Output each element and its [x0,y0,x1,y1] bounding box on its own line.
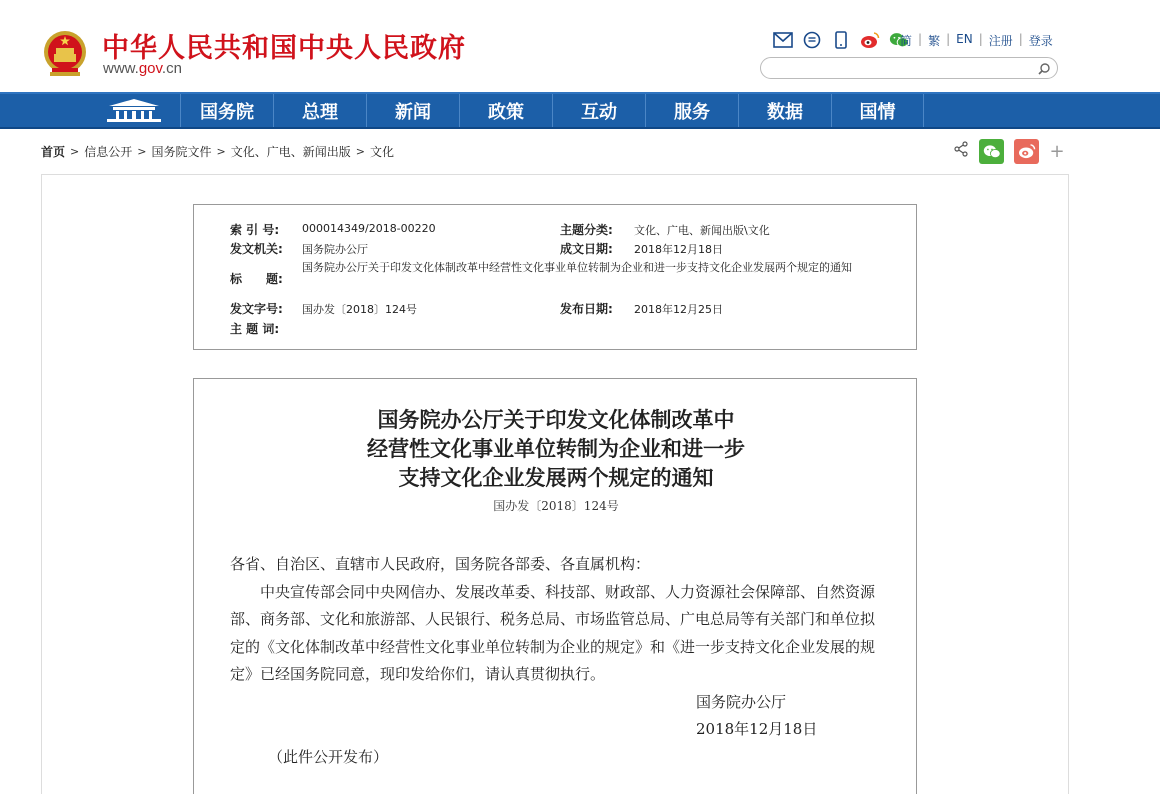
salutation: 各省、自治区、直辖市人民政府，国务院各部委、各直属机构： [230,555,651,573]
document-text [230,551,884,771]
nav-items [180,94,924,127]
link-login[interactable]: 登录 [1028,34,1053,48]
domain-prefix: www. [103,60,139,77]
share-more-icon[interactable]: + [1049,140,1065,162]
divider: | [946,32,951,46]
document-number: 国办发〔2018〕124号 [493,499,619,513]
chevron-right-icon: > [137,145,147,158]
document-title-line: 经营性文化事业单位转制为企业和进一步 [367,436,745,461]
link-register[interactable]: 注册 [988,34,1013,48]
breadcrumb-home[interactable]: 首页 [41,145,66,159]
national-emblem-icon[interactable] [42,28,88,78]
breadcrumb [41,143,394,160]
nav-item-data[interactable]: 数据 [738,94,831,127]
signature-date: 2018年12月18日 [696,720,818,738]
title-label: 标 题: [230,272,283,286]
site-title[interactable]: 中华人民共和国中央人民政府 [102,33,466,64]
nav-item-policy[interactable]: 政策 [459,94,552,127]
publish-date-label: 发布日期: [560,302,613,316]
category-label: 主题分类: [560,223,613,237]
chevron-right-icon: > [216,145,226,158]
document-title-line: 支持文化企业发展两个规定的通知 [398,465,714,490]
weibo-icon[interactable] [860,30,880,50]
category-value: 文化、广电、新闻出版\文化 [634,224,770,237]
site-header [0,0,1160,92]
share-weibo-icon[interactable] [1014,139,1039,164]
link-simplified[interactable]: 简 [900,34,913,48]
search-box [760,57,1058,79]
keywords-label: 主 题 词: [230,322,280,336]
share-wechat-icon[interactable] [979,139,1004,164]
breadcrumb-info-disclosure[interactable]: 信息公开 [84,145,133,159]
link-english[interactable]: EN [956,32,973,46]
document-title-line: 国务院办公厅关于印发文化体制改革中 [377,407,735,432]
signature: 国务院办公厅 [696,692,787,711]
top-icon-bar [773,30,909,50]
title-value: 国务院办公厅关于印发文化体制改革中经营性文化事业单位转制为企业和进一步支持文化企业发展两个规定的通知 [302,261,852,274]
nav-item-state-council[interactable]: 国务院 [180,94,273,127]
share-bar [953,138,1065,164]
message-icon[interactable] [802,30,822,50]
nav-item-national-info[interactable]: 国情 [831,94,924,127]
breadcrumb-culture[interactable]: 文化 [369,145,394,159]
index-value: 000014349/2018-00220 [302,222,436,235]
divider: | [978,32,983,46]
nav-item-services[interactable]: 服务 [645,94,738,127]
main-nav [0,92,1160,129]
divider: | [1018,32,1023,46]
search-icon[interactable] [1037,61,1051,75]
site-domain [103,60,182,77]
date-created-value: 2018年12月18日 [634,243,723,256]
date-created-label: 成文日期: [560,242,613,256]
publish-date-value: 2018年12月25日 [634,303,723,316]
body-paragraph: 中央宣传部会同中央网信办、发展改革委、科技部、财政部、人力资源社会保障部、自然资源部、商务部、文化和旅游部、人民银行、税务总局、市场监管总局、广电总局等有关部门和单位拟定的《文化体制改革中经营性文化事业单位转制为企业的规定》和《进一步支持文化企业发展的规定》已经国务院同意，现印发给你们，请认真贯彻执行。 [230,582,876,683]
search-input[interactable] [771,59,1041,79]
publication-note: （此件公开发布） [268,747,389,766]
issuer-value: 国务院办公厅 [302,243,368,256]
nav-item-news[interactable]: 新闻 [366,94,459,127]
issuer-label: 发文机关: [230,242,283,256]
language-links [900,32,1053,49]
doc-number-label: 发文字号: [230,302,283,316]
mail-icon[interactable] [773,30,793,50]
domain-highlight: gov [138,60,162,77]
domain-suffix: .cn [161,60,182,77]
document-body-frame [193,378,917,794]
mobile-icon[interactable] [831,30,851,50]
nav-item-premier[interactable]: 总理 [273,94,366,127]
chevron-right-icon: > [70,145,80,158]
nav-item-interaction[interactable]: 互动 [552,94,645,127]
index-label: 索 引 号: [230,223,280,237]
nav-home-building-icon[interactable] [88,94,180,127]
document-metadata [193,204,917,350]
chevron-right-icon: > [355,145,365,158]
share-icon[interactable] [953,141,969,161]
link-traditional[interactable]: 繁 [928,34,941,48]
document-title [194,405,918,492]
breadcrumb-state-council-docs[interactable]: 国务院文件 [151,145,212,159]
breadcrumb-culture-media[interactable]: 文化、广电、新闻出版 [230,145,351,159]
divider: | [918,32,923,46]
doc-number-value: 国办发〔2018〕124号 [302,303,417,316]
